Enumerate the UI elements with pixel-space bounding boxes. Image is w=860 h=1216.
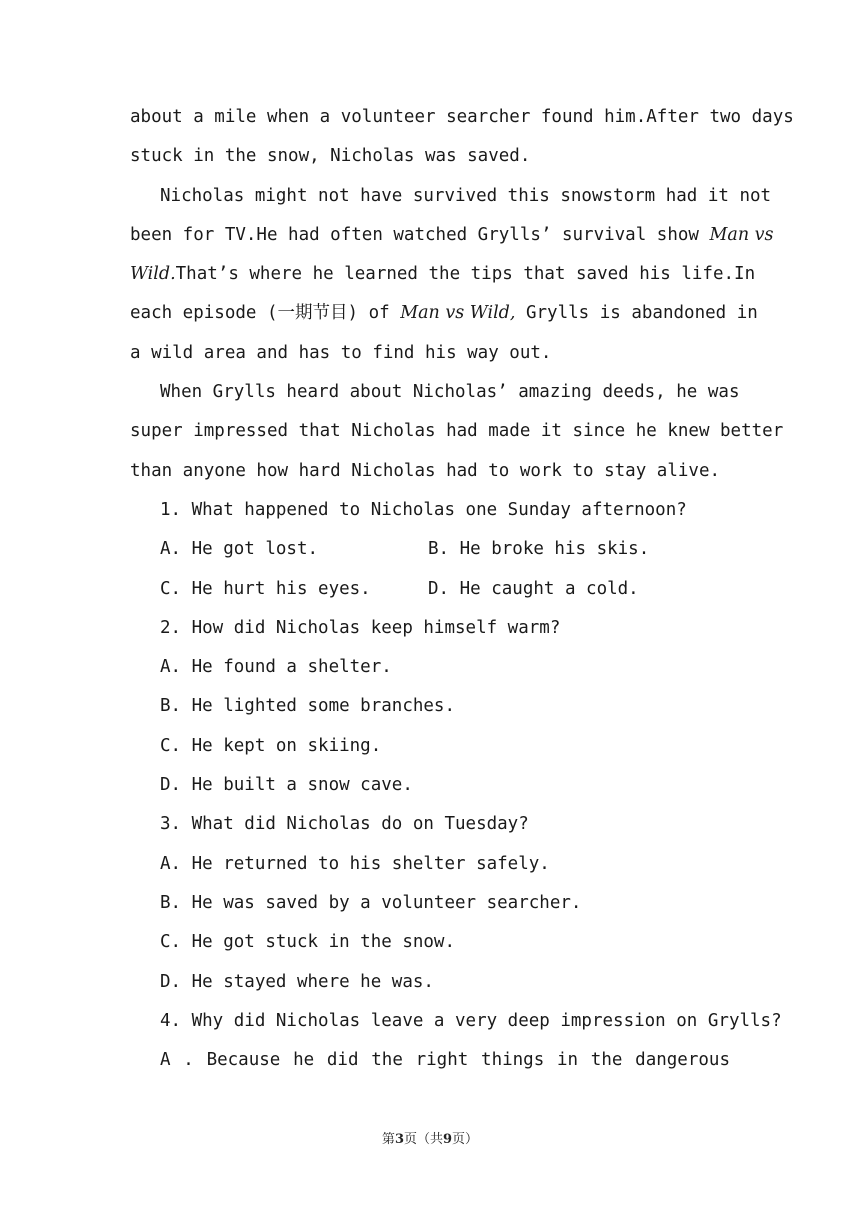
option-b: B. He was saved by a volunteer searcher.	[160, 892, 582, 913]
show-title: Wild.	[130, 264, 176, 285]
question-4: 4. Why did Nicholas leave a very deep impression on Grylls?	[160, 1010, 782, 1031]
passage-line: than anyone how hard Nicholas had to work to stay alive.	[130, 460, 721, 481]
option-a: A . Because he did the right things in the dangerous	[160, 1050, 730, 1071]
passage-line: a wild area and has to find his way out.	[130, 342, 552, 363]
option-c: C. He got stuck in the snow.	[160, 932, 456, 953]
passage-line: about a mile when a volunteer searcher found him.After two days	[130, 107, 794, 127]
option-b: B. He lighted some branches.	[160, 696, 456, 717]
options-row	[130, 570, 730, 609]
options-row	[130, 530, 730, 569]
question-2: 2. How did Nicholas keep himself warm?	[160, 617, 561, 638]
passage-line: Nicholas might not have survived this snowstorm had it not	[160, 185, 772, 206]
option-c: C. He kept on skiing.	[160, 735, 382, 756]
footer-suffix: 页）	[452, 1132, 479, 1147]
option-b: B. He broke his skis.	[428, 539, 650, 560]
text-span: each episode (一期节目) of	[130, 303, 401, 324]
option-a: A. He found a shelter.	[160, 657, 392, 678]
passage-line: When Grylls heard about Nicholas’ amazing deeds, he was	[160, 382, 740, 403]
text-span: Grylls is abandoned in	[515, 303, 758, 324]
page-number: 3	[394, 1132, 404, 1147]
passage-line	[130, 255, 756, 294]
page-total: 9	[443, 1132, 453, 1147]
passage-line: stuck in the snow, Nicholas was saved.	[130, 146, 531, 167]
passage-line: super impressed that Nicholas had made it since he knew better	[130, 421, 784, 442]
footer-middle: 页（共	[403, 1132, 443, 1147]
option-a: A. He got lost.	[160, 539, 319, 560]
question-3: 3. What did Nicholas do on Tuesday?	[160, 814, 529, 835]
show-title: Man vs	[709, 224, 774, 245]
option-d: D. He caught a cold.	[428, 578, 639, 599]
show-title: Man vs Wild,	[400, 303, 516, 324]
passage-line	[130, 216, 774, 255]
question-1: 1. What happened to Nicholas one Sunday afternoon?	[160, 499, 687, 520]
page-body	[130, 98, 794, 1080]
option-d: D. He built a snow cave.	[160, 775, 413, 796]
option-d: D. He stayed where he was.	[160, 971, 434, 992]
passage-line	[130, 294, 758, 333]
text-span: been for TV.He had often watched Grylls’ survival show	[130, 224, 710, 245]
text-span: That’s where he learned the tips that saved his life.In	[175, 264, 756, 285]
option-a: A. He returned to his shelter safely.	[160, 853, 550, 874]
page-footer	[0, 1128, 860, 1147]
footer-prefix: 第	[381, 1132, 395, 1147]
option-c: C. He hurt his eyes.	[160, 578, 371, 599]
